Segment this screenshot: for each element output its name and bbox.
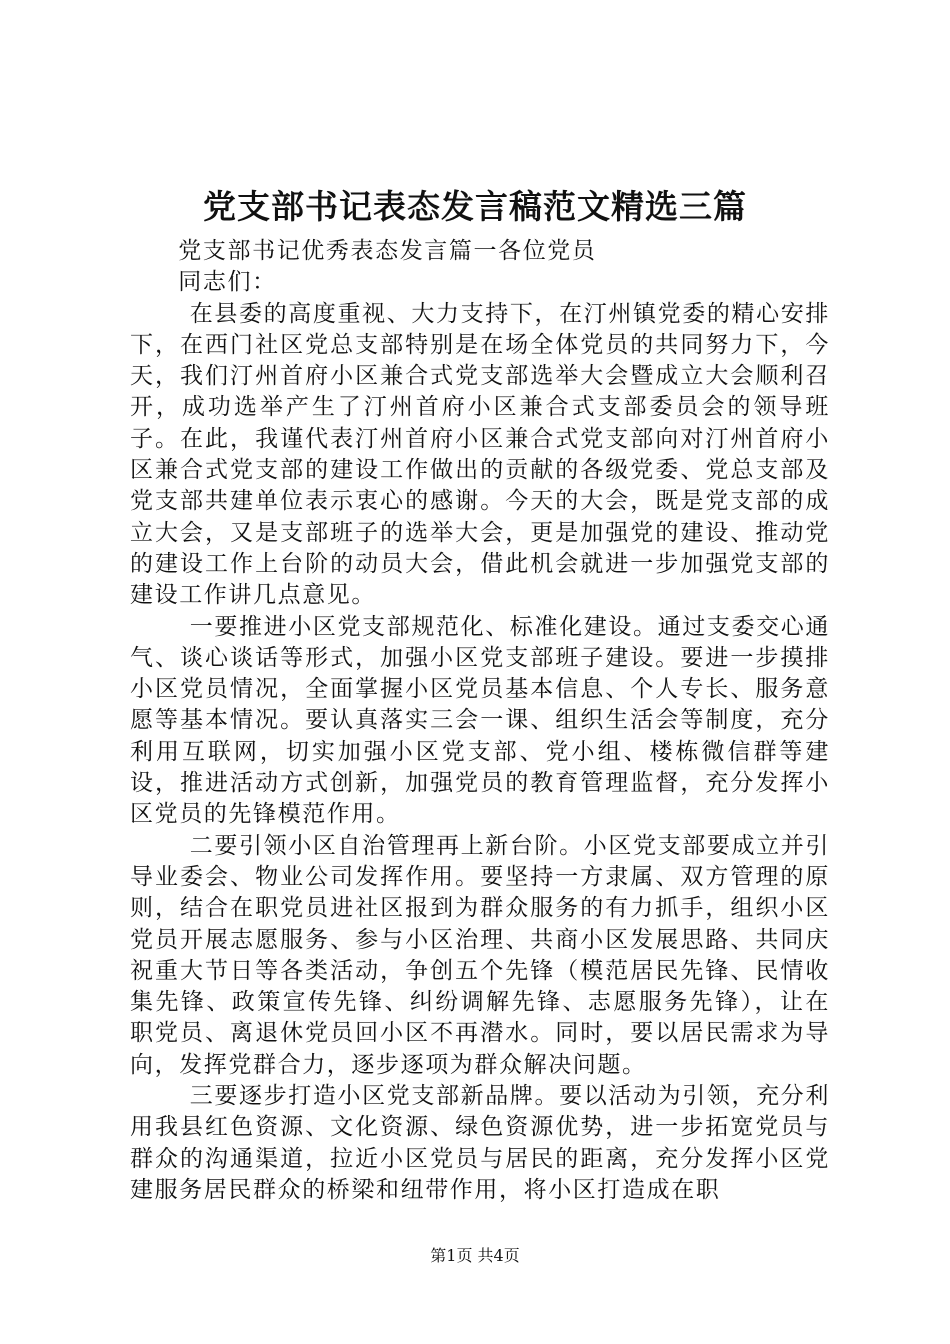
paragraph-point-one: 一要推进小区党支部规范化、标准化建设。通过支委交心通气、谈心谈话等形式，加强小区党支部班子建设。要进一步摸排小区党员情况，全面掌握小区党员基本信息、个人专长、服务意愿等基本情况。要认真落实三会一课、组织生活会等制度，充分利用互联网，切实加强小区党支部、党小组、楼栋微信群等建设，推进活动方式创新，加强党员的教育管理监督，充分发挥小区党员的先锋模范作用。 xyxy=(130,613,830,828)
paragraph-opening: 在县委的高度重视、大力支持下，在汀州镇党委的精心安排下，在西门社区党总支部特别是在场全体党员的共同努力下，今天，我们汀州首府小区兼合式党支部选举大会暨成立大会顺利召开，成功选举产生了汀州首府小区兼合式支部委员会的领导班子。在此，我谨代表汀州首府小区兼合式党支部向对汀州首府小区兼合式党支部的建设工作做出的贡献的各级党委、党总支部及党支部共建单位表示衷心的感谢。今天的大会，既是党支部的成立大会，又是支部班子的选举大会，更是加强党的建设、推动党的建设工作上台阶的动员大会，借此机会就进一步加强党支部的建设工作讲几点意见。 xyxy=(130,300,830,609)
document-title: 党支部书记表态发言稿范文精选三篇 xyxy=(203,187,747,226)
paragraph-point-two: 二要引领小区自治管理再上新台阶。小区党支部要成立并引导业委会、物业公司发挥作用。要坚持一方隶属、双方管理的原则，结合在职党员进社区报到为群众服务的有力抓手，组织小区党员开展志愿服务、参与小区治理、共商小区发展思路、共同庆祝重大节日等各类活动，争创五个先锋（模范居民先锋、民情收集先锋、政策宣传先锋、纠纷调解先锋、志愿服务先锋），让在职党员、离退休党员回小区不再潜水。同时，要以居民需求为导向，发挥党群合力，逐步逐项为群众解决问题。 xyxy=(130,832,830,1078)
paragraph-subtitle: 党支部书记优秀表态发言篇一各位党员 xyxy=(178,238,597,264)
document-body xyxy=(130,236,830,1206)
paragraph-salutation: 同志们： xyxy=(178,269,277,296)
paragraph-point-three: 三要逐步打造小区党支部新品牌。要以活动为引领，充分利用我县红色资源、文化资源、绿色资源优势，进一步拓宽党员与群众的沟通渠道，拉近小区党员与居民的距离，充分发挥小区党建服务居民群众的桥梁和纽带作用，将小区打造成在职 xyxy=(130,1083,830,1203)
page-number-footer: 第1页 共4页 xyxy=(430,1246,520,1265)
